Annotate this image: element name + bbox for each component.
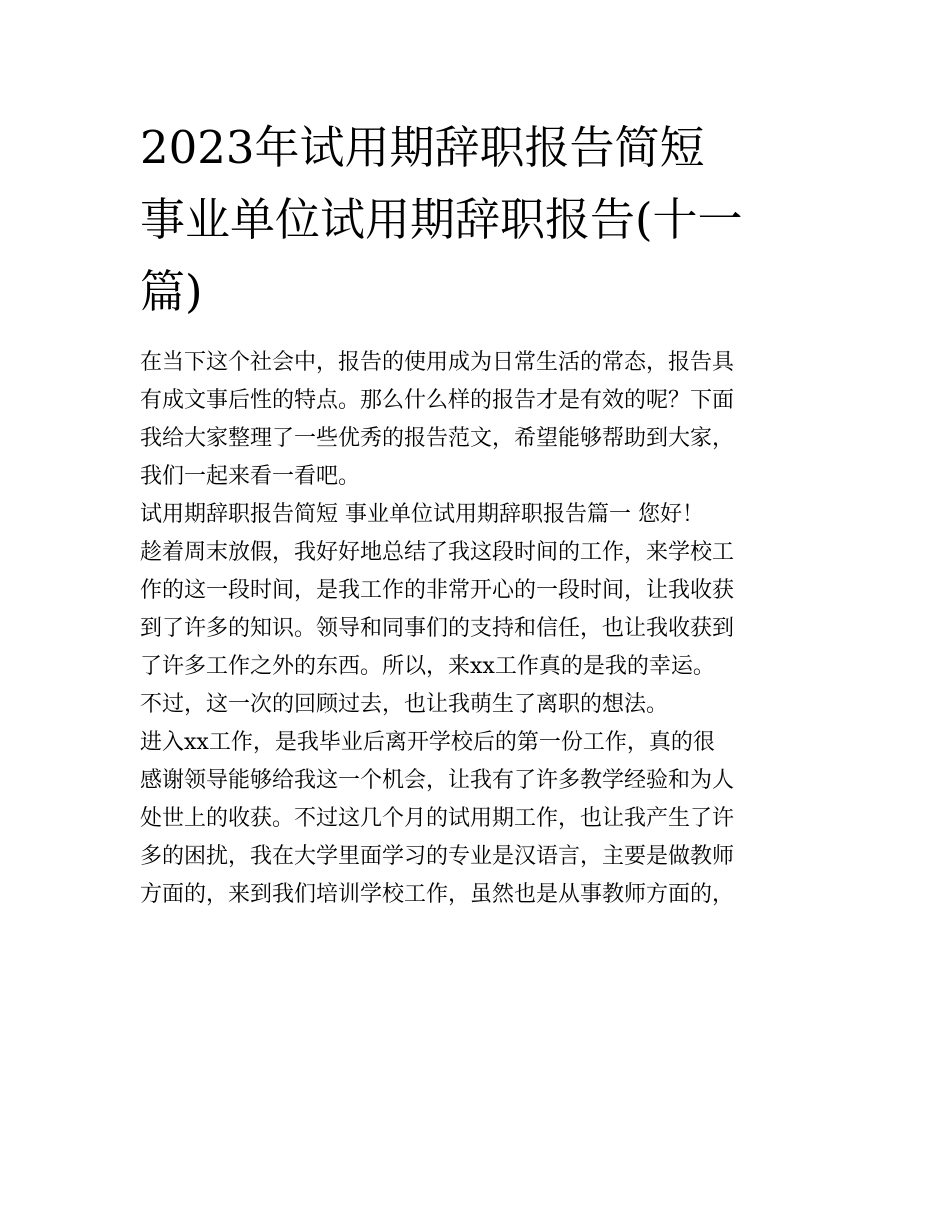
document-body (140, 344, 815, 914)
body-line: 方面的，来到我们培训学校工作，虽然也是从事教师方面的， (140, 882, 735, 907)
body-line: 感谢领导能够给我这一个机会，让我有了许多教学经验和为人 (140, 768, 735, 793)
body-line: 了许多工作之外的东西。所以，来xx工作真的是我的幸运。 (140, 654, 715, 679)
body-line: 不过，这一次的回顾过去，也让我萌生了离职的想法。 (140, 692, 669, 717)
body-line: 试用期辞职报告简短 事业单位试用期辞职报告篇一 您好！ (140, 502, 704, 527)
body-line: 处世上的收获。不过这几个月的试用期工作，也让我产生了许 (140, 806, 735, 831)
body-line: 多的困扰，我在大学里面学习的专业是汉语言，主要是做教师 (140, 844, 735, 869)
body-line: 作的这一段时间，是我工作的非常开心的一段时间，让我收获 (140, 578, 735, 603)
title-line: 篇) (140, 265, 203, 318)
title-line: 2023年试用期辞职报告简短 (140, 121, 705, 174)
body-line: 我们一起来看一看吧。 (140, 464, 361, 489)
body-line: 在当下这个社会中，报告的使用成为日常生活的常态，报告具 (140, 350, 735, 375)
body-line: 趁着周末放假，我好好地总结了我这段时间的工作，来学校工 (140, 540, 735, 565)
document-page (140, 112, 815, 914)
document-title (140, 112, 815, 328)
body-line: 到了许多的知识。领导和同事们的支持和信任，也让我收获到 (140, 616, 735, 641)
body-line: 有成文事后性的特点。那么什么样的报告才是有效的呢？下面 (140, 388, 735, 413)
body-line: 进入xx工作，是我毕业后离开学校后的第一份工作，真的很 (140, 730, 715, 755)
title-line: 事业单位试用期辞职报告(十一 (140, 193, 743, 246)
body-line: 我给大家整理了一些优秀的报告范文，希望能够帮助到大家， (140, 426, 735, 451)
